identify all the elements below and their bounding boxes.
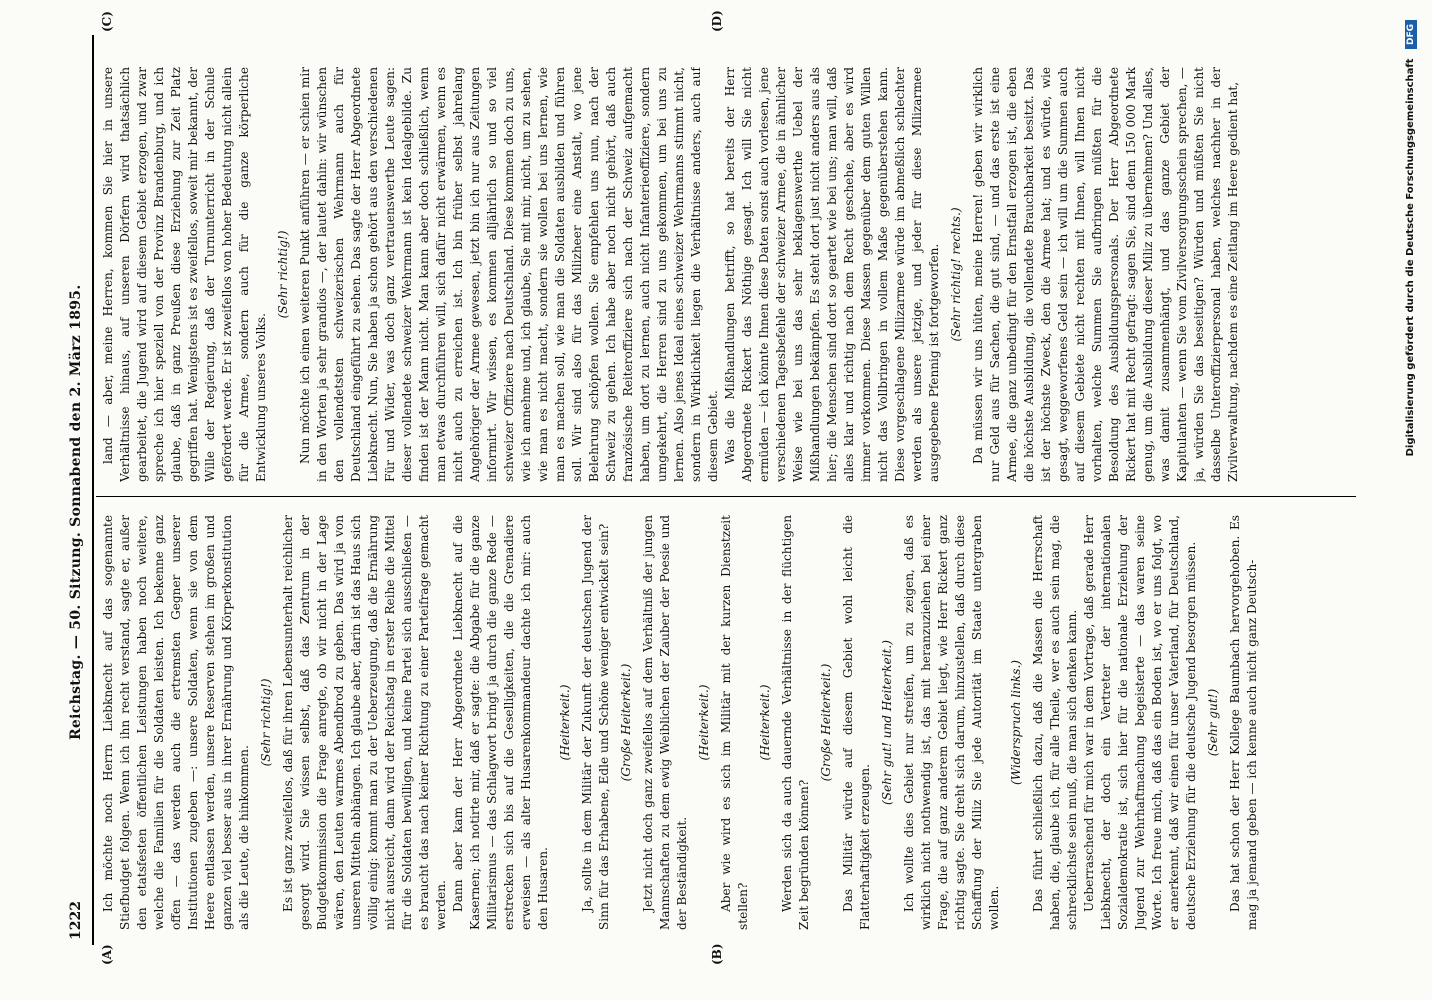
interjection: (Widerspruch links.) xyxy=(1009,659,1023,786)
paragraph: Dann aber kam der Herr Abgeordnete Liebknecht auf die Kasernen; ich notirte mir, daß er sagte: die Abgabe für die ganze Militarismus — das Schlagwort bringt ja durch die ganze Rede — erstrecken sich bis auf die Geselligkeiten, die die Grenadiere erweisen — als alter Husarenkommandeur dachte ich mir: auch den Husaren. xyxy=(451,515,550,930)
interjection: (Sehr richtig!) xyxy=(259,678,273,767)
right-column xyxy=(100,67,1350,482)
interjection: (Große Heiterkeit.) xyxy=(619,663,633,782)
paragraph: land — aber, meine Herren, kommen Sie hier in unsere Verhältnisse hinaus, auf unseren Dörfern wird thatsächlich gearbeitet, die Jugend wird auf diesem Gebiet erzogen, und zwar spreche ich hier speziell von der Provinz Brandenburg, und ich glaube, daß in ganz Preußen diese Erziehung zur Zeit Platz gegriffen hat. Wenigstens ist es zweifellos, soweit mir bekannt, der Wille der Regierung, daß der Turnunterricht in der Schule gefördert werde. Er ist zweifellos von hoher Bedeutung nicht allein für die Armee, sondern auch für die ganze körperliche Entwicklung unseres Volks. xyxy=(101,67,268,482)
margin-mark-d: (D) xyxy=(710,10,724,32)
interjection: (Heiterkeit.) xyxy=(758,684,772,761)
left-column xyxy=(100,515,1350,930)
margin-mark-b: (B) xyxy=(710,943,724,965)
page-title: Reichstag. — 50. Sitzung. Sonnabend den 2. März 1895. xyxy=(68,284,84,740)
digitization-credit xyxy=(1405,20,1417,480)
paragraph: Ueberraschend für mich war in dem Vortrage, daß gerade Herr Liebknecht, der doch ein Vertreter der internationalen Sozialdemokratie ist, sich hier für die nationale Erziehung der Jugend zur Wehrhaftmachung begeisterte — das waren seine Worte. Ich freue mich, daß das ein Boden ist, wo er uns folgt, wo er anerkennt, daß wir einen für unser Vaterland, für Deutschland, deutsche Erziehung für die deutsche Jugend besorgen müssen. xyxy=(1082,515,1198,930)
interjection: (Sehr richtig! rechts.) xyxy=(949,207,963,342)
interjection: (Sehr richtig!) xyxy=(276,230,290,319)
credit-text: Digitalisierung gefördert durch die Deutsche Forschungsgemeinschaft xyxy=(1405,58,1416,457)
paragraph: Aber wie wird es sich im Militär mit der kurzen Dienstzeit stellen? xyxy=(719,515,750,930)
paragraph: Das Militär würde auf diesem Gebiet wohl leicht die Flatterhaftigkeit erzeugen. xyxy=(841,515,872,930)
paragraph: Werden sich da auch dauernde Verhältnisse in der flüchtigen Zeit begründen können? xyxy=(780,515,811,930)
page-header xyxy=(60,40,90,940)
dfg-logo: DFG xyxy=(1405,20,1417,49)
interjection: (Große Heiterkeit.) xyxy=(819,663,833,782)
interjection: (Heiterkeit.) xyxy=(558,684,572,761)
interjection: (Heiterkeit.) xyxy=(697,684,711,761)
paragraph: Was die Mißhandlungen betrifft, so hat bereits der Herr Abgeordnete Rickert das Nöthige gesagt. Ich will Sie nicht ermüden — ich könnte Ihnen diese Daten sonst auch vorlesen, jene verschiedenen Tagesbefehle der schweizer Armee, die in ähnlicher Weise wie bei uns das sehr beklagenswerthe Uebel der Mißhandlungen bekämpfen. Es steht dort just nicht anders aus als hier; die Menschen sind dort so geartet wie bei uns; man will, daß alles klar und richtig nach dem Recht geschehe, aber es wird immer vorkommen. Diese Massen gegenüber dem guten Willen nicht das Vollbringen in vollem Maße gegenüberstehen kann. Diese vorgeschlagene Milizarmee würde im abmeßlich schlechter werden als unsere jetzige, und jeder für diese Milizarmee ausgegebene Pfennig ist fortgeworfen. xyxy=(723,67,941,482)
paragraph: Das hat schon der Herr Kollege Baumbach hervorgehoben. Es mag ja jemand geben — ich kenne auch nicht ganz Deutsch- xyxy=(1228,515,1259,930)
paragraph: Das führt schließlich dazu, daß die Massen die Herrschaft haben, die, glaube ich, für alle Theile, wer es auch sein mag, die schrecklichste sein muß, die man sich denken kann. xyxy=(1031,515,1079,930)
margin-mark-c: (C) xyxy=(100,11,114,32)
interjection: (Sehr gut!) xyxy=(1206,688,1220,757)
paragraph: Nun möchte ich einen weiteren Punkt anführen — er schien mir in den Worten ja sehr grandios —, der lautet dahin: wir wünschen den vollendetsten schweizerischen Wehrmann auch für Deutschland eingeführt zu sehen. Das sagte der Herr Abgeordnete Liebknecht. Nun, Sie haben ja schon gehört aus den verschiedenen Für und Wider, was doch ganz vertrauenswerthe Leute sagen: dieser vollendete schweizer Wehrmann ist kein Idealgebilde. Zu finden ist der Mann nicht. Man kann aber doch schließlich, wenn man etwas durchführen will, sich dafür nicht erwärmen, wenn es nicht auch zu erreichen ist. Ich bin früher selbst jahrelang Angehöriger der Armee gewesen, jetzt bin ich nur aus Zeitungen informirt. Wir wissen, es kommen alljährlich so und so viel schweizer Offiziere nach Deutschland. Diese kommen doch zu uns, wie ich annehme und, ich glaube, Sie mit mir, nicht, um zu sehen, wie man es nicht macht, sondern sie wollen bei uns lernen, wie man es machen soll, wie man die Soldaten ausbilden und führen soll. Wir sind also für das Milizheer eine Anstalt, wo jene Belehrung schöpfen wollen. Sie empfehlen uns nun, nach der Schweiz zu gehen. Ich habe aber noch nicht gehört, daß auch französische Reiteroffiziere sich nach der Schweiz aufgemacht haben, um dort zu lernen, auch nicht Infanterieoffiziere, sondern umgekehrt, die Herren sind zu uns gekommen, um bei uns zu lernen. Also jenes Ideal eines schweizer Wehrmanns stimmt nicht, sondern in Wirklichkeit liegen die Verhältnisse anders, auch auf diesem Gebiet. xyxy=(298,67,720,482)
paragraph: Ja, sollte in dem Militär der Zukunft der deutschen Jugend der Sinn für das Erhabene, Edle und Schöne weniger entwickelt sein? xyxy=(580,515,611,930)
paragraph: Ich wollte dies Gebiet nur streifen, um zu zeigen, daß es wirklich nicht nothwendig ist, das mit heranzuziehen bei einer Frage, die auf ganz anderem Gebiet liegt, wie Herr Rickert ganz richtig sagte. Sie dreht sich darum, hinzustellen, daß durch diese Schaffung der Miliz Sie jede Autorität im Staate untergraben wollen. xyxy=(902,515,1001,930)
interjection: (Sehr gut! und Heiterkeit.) xyxy=(880,640,894,805)
page-number: 1222 xyxy=(68,901,84,940)
paragraph: Ich möchte noch Herrn Liebknecht auf das sogenannte Stiefbudget folgen. Wenn ich ihn recht verstand, sagte er, außer den etatsfesten öffentlichen Leistungen haben noch weitere, welche die Familien für die Soldaten leisten. Ich bekenne ganz offen — das werden auch die ertremsten Gegner unserer Institutionen zugeben —: unsere Soldaten, wenn sie von dem Heere entlassen werden, unsere Reserven stehen im großen und ganzen viel besser aus in ihrer Ernährung und Körperkonstitution als die Leute, die hinkommen. xyxy=(101,515,251,930)
paragraph: Es ist ganz zweifellos, daß für ihren Lebensunterhalt reichlicher gesorgt wird. Sie wissen selbst, daß das Zentrum in der Budgetkommission die Frage anregte, ob wir nicht in der Lage wären, den Leuten warmes Abendbrod zu geben. Das wird ja von unseren Mitteln abhängen. Ich glaube aber, darin ist das Haus sich völlig einig: kommt man zu der Ueberzeugung, daß die Ernährung nicht ausreicht, dann wird der Reichstag in erster Reihe die Mittel für die Soldaten bewilligen, und keine Partei sich ausschließen — es braucht das nach keiner Richtung zu einer Parteifrage gemacht werden. xyxy=(281,515,448,930)
header-rule xyxy=(92,35,94,945)
paragraph: Da müssen wir uns hüten, meine Herren! geben wir wirklich nur Geld aus für Sachen, die gut sind, — und das erste ist eine Armee, die ganz unbedingt für den Ernstfall erzogen ist, die eben die höchste Ausbildung, die vollendete Brauchbarkeit besitzt. Das ist der höchste Zweck, den die Armee hat; und es würde, wie gesagt, weggeworfenes Geld sein — ich will um die Summen auch auf diesem Gebiete nicht rechten mit Ihnen, will Ihnen nicht vorhalten, welche Summen Sie aufbringen müßten für die Besoldung des Ausbildungspersonals. Der Herr Abgeordnete Rickert hat mit Recht gefragt: sagen Sie, sind denn 150 000 Mark genug, um die Ausbildung dieser Miliz zu übernehmen? Und alles, was damit zusammenhängt, und das ganze Gebiet der Kapitulanten — wenn Sie vom Zivilversorgungsschein sprechen, — ja, würden Sie das beseitigen? Würden und müßten Sie nicht dasselbe Unteroffizierpersonal haben, welches nachher in der Zivilverwaltung, nachdem es eine Zeitlang im Heere gedient hat, xyxy=(971,67,1240,482)
margin-mark-a: (A) xyxy=(100,944,114,965)
column-divider xyxy=(96,496,1356,497)
paragraph: Jetzt nicht doch ganz zweifellos auf dem Verhältniß der jungen Mannschaften zu dem ewig Weiblichen der Zauber der Poesie und der Beständigkeit. xyxy=(641,515,689,930)
